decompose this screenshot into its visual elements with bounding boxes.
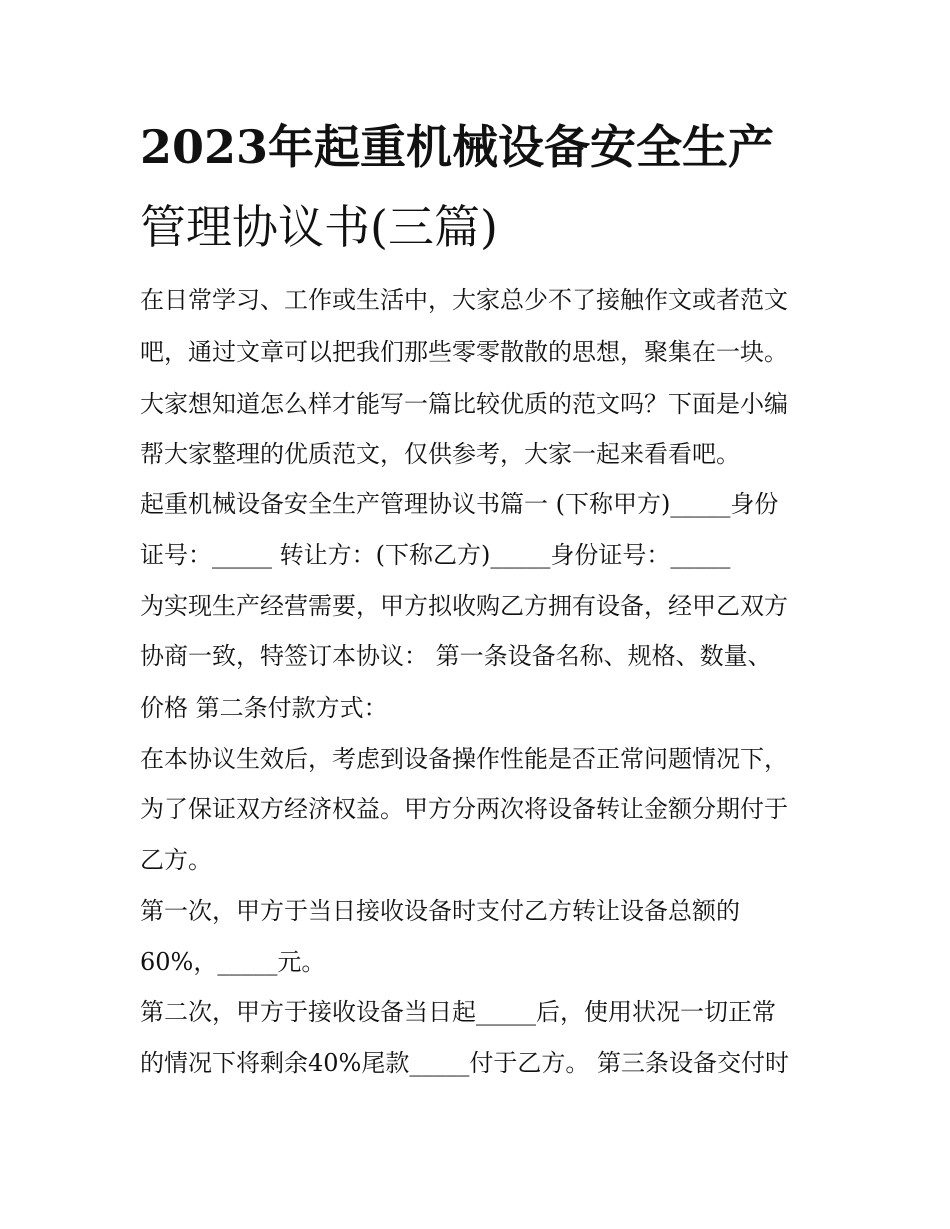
body-line-11: 为了保证双方经济权益。甲方分两次将设备转让金额分期付于 (140, 795, 788, 823)
body-line-9: 价格 第二条付款方式： (140, 694, 388, 722)
body-line-6: 证号：_____ 转让方：(下称乙方)_____身份证号：_____ (140, 541, 731, 569)
body-line-12: 乙方。 (140, 846, 212, 874)
body-line-13: 第一次，甲方于当日接收设备时支付乙方转让设备总额的 (140, 897, 740, 925)
body-line-8: 协商一致，特签订本协议： 第一条设备名称、规格、数量、 (140, 642, 772, 670)
document-title-line-2: 管理协议书(三篇) (140, 200, 498, 254)
body-line-2: 吧，通过文章可以把我们那些零零散散的思想，聚集在一块。 (140, 338, 788, 366)
body-line-1: 在日常学习、工作或生活中，大家总少不了接触作文或者范文 (140, 286, 788, 314)
document-title-line-1: 2023年起重机械设备安全生产 (140, 120, 775, 174)
body-line-3: 大家想知道怎么样才能写一篇比较优质的范文吗？下面是小编 (140, 390, 788, 418)
body-line-16: 的情况下将剩余40%尾款_____付于乙方。 第三条设备交付时 (140, 1049, 789, 1077)
body-line-15: 第二次，甲方于接收设备当日起_____后，使用状况一切正常 (140, 998, 776, 1026)
body-line-10: 在本协议生效后，考虑到设备操作性能是否正常问题情况下， (140, 745, 788, 773)
body-line-14: 60%，_____元。 (140, 948, 326, 976)
body-line-7: 为实现生产经营需要，甲方拟收购乙方拥有设备，经甲乙双方 (140, 592, 788, 620)
body-line-4: 帮大家整理的优质范文，仅供参考，大家一起来看看吧。 (140, 440, 740, 468)
body-line-5: 起重机械设备安全生产管理协议书篇一 (下称甲方)_____身份 (140, 490, 779, 518)
